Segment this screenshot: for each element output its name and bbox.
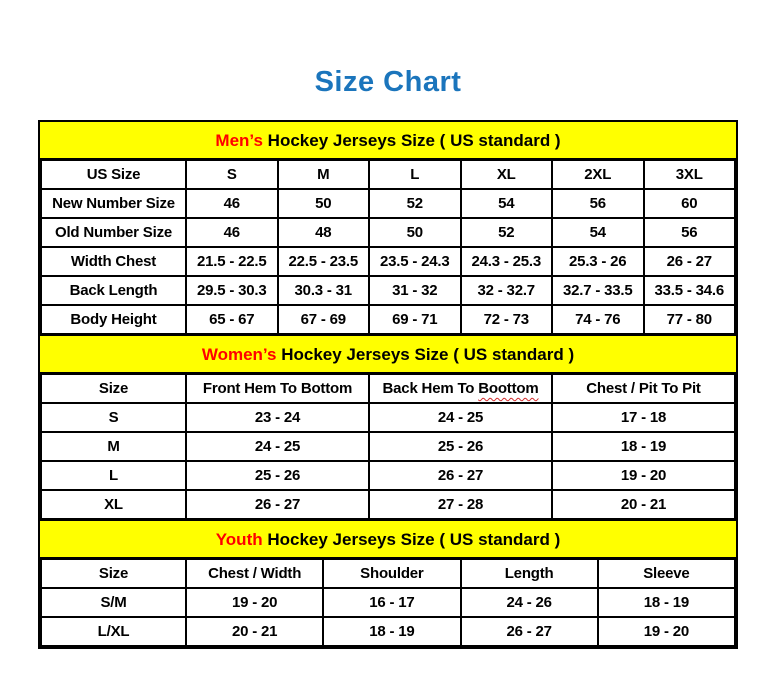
- table-row: [41, 305, 735, 334]
- column-header: Size: [41, 559, 186, 588]
- size-value-cell: 26 - 27: [369, 461, 552, 490]
- row-label: Body Height: [41, 305, 186, 334]
- size-value-cell: 27 - 28: [369, 490, 552, 519]
- size-value-cell: 33.5 - 34.6: [644, 276, 736, 305]
- size-value-cell: 23 - 24: [186, 403, 369, 432]
- size-value-cell: 77 - 80: [644, 305, 736, 334]
- size-value-cell: 54: [552, 218, 644, 247]
- mens-section: [40, 122, 736, 335]
- column-header: M: [278, 160, 370, 189]
- size-value-cell: 17 - 18: [552, 403, 735, 432]
- header-row: [41, 374, 735, 403]
- header-row: [41, 160, 735, 189]
- row-label: Back Length: [41, 276, 186, 305]
- size-value-cell: 46: [186, 189, 278, 218]
- size-value-cell: 50: [369, 218, 461, 247]
- column-header: XL: [461, 160, 553, 189]
- size-value-cell: 19 - 20: [598, 617, 735, 646]
- size-value-cell: 26 - 27: [461, 617, 598, 646]
- size-value-cell: 24.3 - 25.3: [461, 247, 553, 276]
- size-value-cell: 52: [461, 218, 553, 247]
- size-value-cell: 24 - 26: [461, 588, 598, 617]
- size-value-cell: 31 - 32: [369, 276, 461, 305]
- size-value-cell: 26 - 27: [644, 247, 736, 276]
- column-header: Back Hem To Boottom: [369, 374, 552, 403]
- size-value-cell: 52: [369, 189, 461, 218]
- column-header: Length: [461, 559, 598, 588]
- column-header: Chest / Pit To Pit: [552, 374, 735, 403]
- youth-banner: [40, 520, 736, 558]
- page-title: Size Chart: [314, 66, 462, 98]
- row-label: S/M: [41, 588, 186, 617]
- size-value-cell: 60: [644, 189, 736, 218]
- mens-size-table: [40, 159, 736, 335]
- youth-section: [40, 520, 736, 647]
- size-value-cell: 18 - 19: [323, 617, 460, 646]
- womens-section: [40, 335, 736, 520]
- size-value-cell: 67 - 69: [278, 305, 370, 334]
- column-header: Chest / Width: [186, 559, 323, 588]
- row-label: S: [41, 403, 186, 432]
- size-value-cell: 22.5 - 23.5: [278, 247, 370, 276]
- row-label: Old Number Size: [41, 218, 186, 247]
- misspelled-word: Boottom: [478, 380, 539, 397]
- size-value-cell: 29.5 - 30.3: [186, 276, 278, 305]
- column-header: Front Hem To Bottom: [186, 374, 369, 403]
- table-row: [41, 490, 735, 519]
- size-value-cell: 25.3 - 26: [552, 247, 644, 276]
- size-value-cell: 72 - 73: [461, 305, 553, 334]
- table-row: [41, 588, 735, 617]
- size-value-cell: 32.7 - 33.5: [552, 276, 644, 305]
- table-row: [41, 189, 735, 218]
- table-row: [41, 218, 735, 247]
- table-row: [41, 461, 735, 490]
- size-value-cell: 50: [278, 189, 370, 218]
- row-label: XL: [41, 490, 186, 519]
- column-header: L: [369, 160, 461, 189]
- size-chart-table-group: [38, 120, 738, 649]
- size-value-cell: 23.5 - 24.3: [369, 247, 461, 276]
- size-value-cell: 25 - 26: [369, 432, 552, 461]
- size-value-cell: 74 - 76: [552, 305, 644, 334]
- column-header: S: [186, 160, 278, 189]
- size-value-cell: 18 - 19: [598, 588, 735, 617]
- size-value-cell: 18 - 19: [552, 432, 735, 461]
- youth-banner-highlight: Youth: [215, 530, 263, 549]
- size-value-cell: 65 - 67: [186, 305, 278, 334]
- table-row: [41, 276, 735, 305]
- size-value-cell: 26 - 27: [186, 490, 369, 519]
- table-row: [41, 403, 735, 432]
- size-value-cell: 56: [552, 189, 644, 218]
- column-header: Sleeve: [598, 559, 735, 588]
- column-header: Shoulder: [323, 559, 460, 588]
- size-value-cell: 19 - 20: [552, 461, 735, 490]
- row-label: M: [41, 432, 186, 461]
- row-label: New Number Size: [41, 189, 186, 218]
- youth-banner-text: Hockey Jerseys Size ( US standard ): [262, 530, 561, 549]
- header-row: [41, 559, 735, 588]
- row-label: Width Chest: [41, 247, 186, 276]
- mens-banner-highlight: Men’s: [215, 131, 263, 150]
- table-row: [41, 617, 735, 646]
- size-value-cell: 21.5 - 22.5: [186, 247, 278, 276]
- womens-banner: [40, 335, 736, 373]
- column-header: 2XL: [552, 160, 644, 189]
- size-value-cell: 46: [186, 218, 278, 247]
- size-value-cell: 25 - 26: [186, 461, 369, 490]
- row-label: L: [41, 461, 186, 490]
- table-row: [41, 247, 735, 276]
- column-header: Size: [41, 374, 186, 403]
- row-label: L/XL: [41, 617, 186, 646]
- size-value-cell: 20 - 21: [186, 617, 323, 646]
- size-value-cell: 69 - 71: [369, 305, 461, 334]
- size-value-cell: 56: [644, 218, 736, 247]
- column-header: US Size: [41, 160, 186, 189]
- womens-size-table: [40, 373, 736, 520]
- table-row: [41, 432, 735, 461]
- size-value-cell: 20 - 21: [552, 490, 735, 519]
- size-value-cell: 24 - 25: [369, 403, 552, 432]
- youth-size-table: [40, 558, 736, 647]
- size-value-cell: 32 - 32.7: [461, 276, 553, 305]
- size-value-cell: 19 - 20: [186, 588, 323, 617]
- column-header: 3XL: [644, 160, 736, 189]
- mens-banner-text: Hockey Jerseys Size ( US standard ): [262, 131, 561, 150]
- mens-banner: [40, 122, 736, 159]
- size-value-cell: 16 - 17: [323, 588, 460, 617]
- size-value-cell: 30.3 - 31: [278, 276, 370, 305]
- size-value-cell: 24 - 25: [186, 432, 369, 461]
- womens-banner-highlight: Women’s: [201, 345, 277, 364]
- size-value-cell: 54: [461, 189, 553, 218]
- size-value-cell: 48: [278, 218, 370, 247]
- womens-banner-text: Hockey Jerseys Size ( US standard ): [276, 345, 575, 364]
